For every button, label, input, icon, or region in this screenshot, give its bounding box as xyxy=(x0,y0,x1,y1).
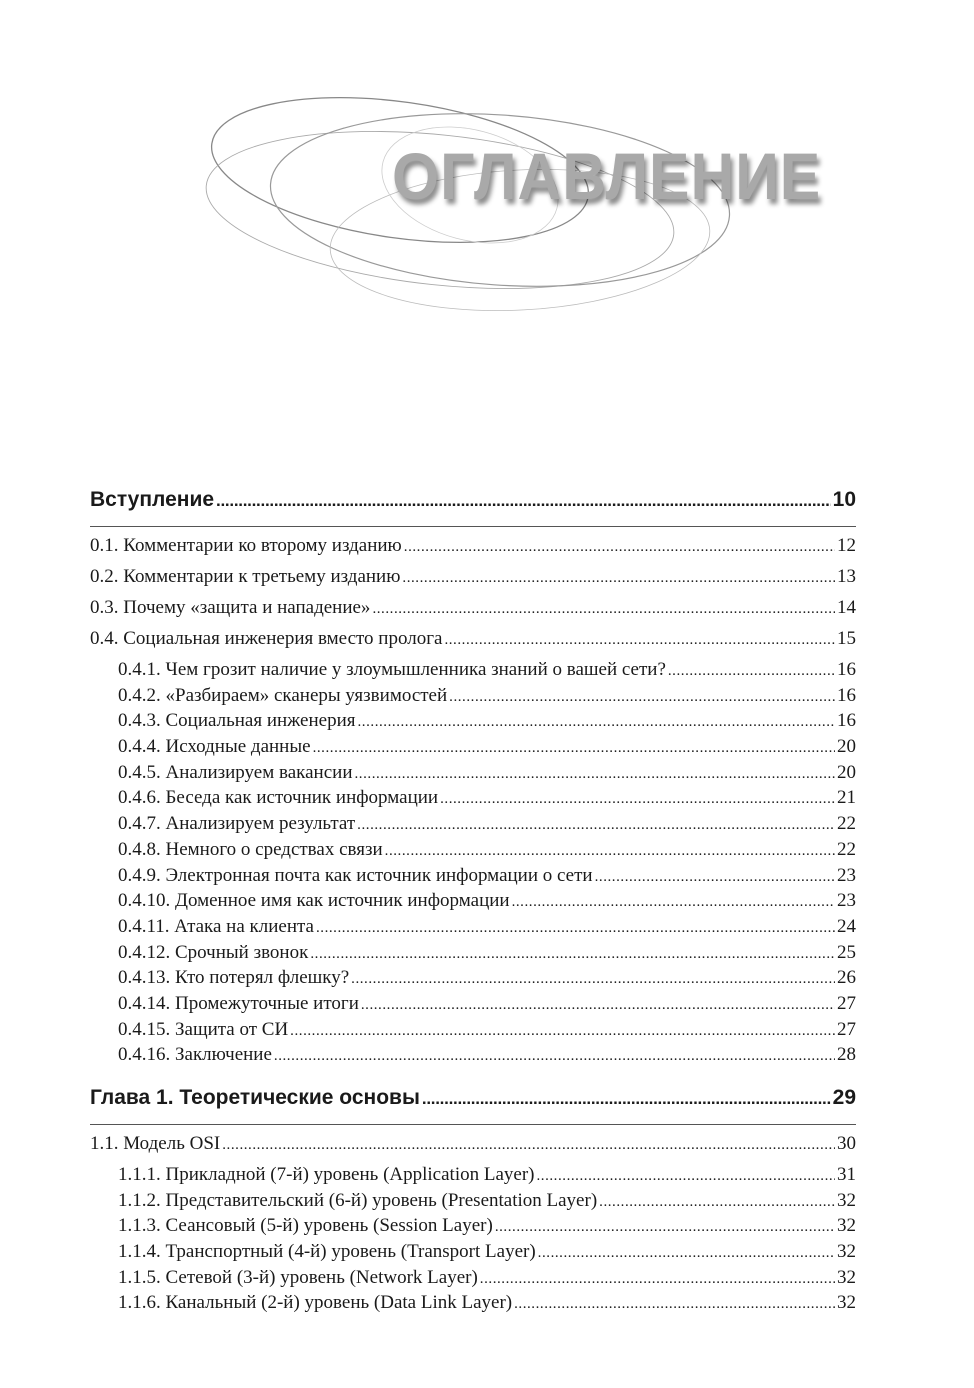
toc-entry[interactable] xyxy=(90,1133,856,1164)
page-number: 29 xyxy=(832,1086,856,1109)
entry-title: 0.4.7. Анализируем результат xyxy=(118,813,356,835)
dot-leader xyxy=(514,1292,835,1314)
dot-leader xyxy=(385,839,835,861)
page-number: 30 xyxy=(837,1133,856,1154)
toc-entry[interactable] xyxy=(90,1019,856,1045)
entry-title: 0.4.8. Немного о средствах связи xyxy=(118,838,383,860)
toc-section-chapter-1 xyxy=(90,1086,856,1318)
toc-entry[interactable] xyxy=(90,659,856,685)
dot-leader xyxy=(668,659,835,681)
entry-title: 1.1.6. Канальный (2-й) уровень (Data Link Layer) xyxy=(118,1292,513,1314)
entry-title: 1.1.2. Представительский (6-й) уровень (Presentation Layer) xyxy=(118,1189,598,1211)
dot-leader xyxy=(355,762,836,784)
toc-entry[interactable] xyxy=(90,597,856,628)
dot-leader xyxy=(440,787,835,809)
dot-leader xyxy=(404,535,835,557)
dot-leader xyxy=(449,685,835,707)
page-number: 16 xyxy=(837,659,856,680)
dot-leader xyxy=(538,1241,835,1263)
dot-leader xyxy=(480,1267,835,1289)
toc-section-introduction xyxy=(90,488,856,1070)
page-number: 28 xyxy=(837,1044,856,1066)
toc-entry[interactable] xyxy=(90,736,856,762)
dot-leader xyxy=(358,710,836,732)
page-number: 23 xyxy=(837,890,856,912)
toc-entry[interactable] xyxy=(90,890,856,916)
page-number: 27 xyxy=(837,992,856,1014)
toc-entry[interactable] xyxy=(90,628,856,659)
entry-title: 0.4.3. Социальная инженерия xyxy=(118,710,356,732)
dot-leader xyxy=(444,628,835,650)
divider xyxy=(90,526,856,527)
page-number: 14 xyxy=(837,597,856,618)
toc-entry[interactable] xyxy=(90,1241,856,1267)
toc-entry[interactable] xyxy=(90,685,856,711)
page-number: 22 xyxy=(837,838,856,860)
dot-leader xyxy=(313,736,835,758)
toc-entry[interactable] xyxy=(90,710,856,736)
page-number: 20 xyxy=(837,736,856,758)
dot-leader xyxy=(316,916,835,938)
toc-entry[interactable] xyxy=(90,1292,856,1318)
dot-leader xyxy=(495,1215,835,1237)
entry-title: 0.4.12. Срочный звонок xyxy=(118,941,309,963)
divider xyxy=(90,1124,856,1125)
entry-title: 0.4.16. Заключение xyxy=(118,1044,272,1066)
toc-entry[interactable] xyxy=(90,839,856,865)
entry-title: 0.4.10. Доменное имя как источник информации xyxy=(118,890,510,912)
entry-title: 0.4.4. Исходные данные xyxy=(118,736,311,758)
page-number: 12 xyxy=(837,535,856,556)
page-number: 24 xyxy=(837,915,856,937)
page-title: ОГЛАВЛЕНИЕ xyxy=(392,139,822,213)
page-number: 13 xyxy=(837,566,856,587)
page-number: 16 xyxy=(837,684,856,706)
toc-entry[interactable] xyxy=(90,916,856,942)
entry-title: 0.4.14. Промежуточные итоги xyxy=(118,992,359,1014)
entry-title: 1.1.1. Прикладной (7-й) уровень (Application Layer) xyxy=(118,1164,535,1185)
entry-title: 1.1.3. Сеансовый (5-й) уровень (Session Layer) xyxy=(118,1215,493,1237)
toc-entry[interactable] xyxy=(90,993,856,1019)
toc-entry[interactable] xyxy=(90,762,856,788)
toc-entry[interactable] xyxy=(90,1164,856,1190)
page-number: 23 xyxy=(837,864,856,886)
entry-title: 1.1.4. Транспортный (4-й) уровень (Transport Layer) xyxy=(118,1241,536,1263)
dot-leader xyxy=(599,1190,835,1212)
page-number: 26 xyxy=(837,967,856,989)
toc-entry[interactable] xyxy=(90,1190,856,1216)
dot-leader xyxy=(402,566,835,588)
entry-title: Вступление xyxy=(90,488,215,511)
dot-leader xyxy=(216,488,831,512)
page-number: 32 xyxy=(837,1292,856,1314)
dot-leader xyxy=(290,1019,835,1041)
page-number: 32 xyxy=(837,1189,856,1211)
toc-entry[interactable] xyxy=(90,942,856,968)
toc-entry[interactable] xyxy=(90,1267,856,1293)
entry-title: 0.4.15. Защита от СИ xyxy=(118,1018,289,1040)
entry-title: 1.1.5. Сетевой (3-й) уровень (Network Layer) xyxy=(118,1266,478,1288)
dot-leader xyxy=(357,813,835,835)
entry-title: 0.4.2. «Разбираем» сканеры уязвимостей xyxy=(118,684,448,706)
page-number: 25 xyxy=(837,941,856,963)
page-number: 32 xyxy=(837,1266,856,1288)
page-number: 32 xyxy=(837,1215,856,1237)
dot-leader xyxy=(422,1086,831,1110)
entry-title: 0.2. Комментарии к третьему изданию xyxy=(90,566,401,587)
entry-title: 0.4.13. Кто потерял флешку? xyxy=(118,967,350,989)
dot-leader xyxy=(372,597,835,619)
toc-entry[interactable] xyxy=(90,865,856,891)
page-number: 27 xyxy=(837,1018,856,1040)
entry-title: 0.4.5. Анализируем вакансии xyxy=(118,761,353,783)
toc-entry[interactable] xyxy=(90,535,856,566)
toc-entry[interactable] xyxy=(90,967,856,993)
entry-title: 0.4.9. Электронная почта как источник информации о сети xyxy=(118,864,593,886)
page-number: 20 xyxy=(837,761,856,783)
entry-title: 1.1. Модель OSI xyxy=(90,1133,221,1154)
toc-entry[interactable] xyxy=(90,1215,856,1241)
dot-leader xyxy=(512,890,835,912)
dot-leader xyxy=(310,942,835,964)
page-number: 31 xyxy=(837,1164,856,1185)
entry-title: 0.4. Социальная инженерия вместо пролога xyxy=(90,628,443,649)
dot-leader xyxy=(274,1044,835,1066)
page-number: 15 xyxy=(837,628,856,649)
entry-title: 0.4.6. Беседа как источник информации xyxy=(118,787,439,809)
page-number: 22 xyxy=(837,813,856,835)
dot-leader xyxy=(361,993,835,1015)
toc-entry[interactable] xyxy=(90,787,856,813)
page-number: 21 xyxy=(837,787,856,809)
page-number: 32 xyxy=(837,1241,856,1263)
toc-heading[interactable] xyxy=(90,1086,856,1116)
toc-entry[interactable] xyxy=(90,813,856,839)
dot-leader xyxy=(536,1164,835,1186)
toc-entry[interactable] xyxy=(90,1044,856,1070)
entry-title: 0.1. Комментарии ко второму изданию xyxy=(90,535,402,556)
dot-leader xyxy=(595,865,835,887)
entry-title: Глава 1. Теоретические основы xyxy=(90,1086,420,1109)
toc-heading[interactable] xyxy=(90,488,856,518)
dot-leader xyxy=(222,1133,835,1155)
page-number: 16 xyxy=(837,710,856,732)
toc-entry[interactable] xyxy=(90,566,856,597)
entry-title: 0.4.11. Атака на клиента xyxy=(118,915,314,937)
page-number: 10 xyxy=(832,488,856,511)
entry-title: 0.3. Почему «защита и нападение» xyxy=(90,597,371,618)
dot-leader xyxy=(351,967,835,989)
entry-title: 0.4.1. Чем грозит наличие у злоумышленника знаний о вашей сети? xyxy=(118,659,666,680)
